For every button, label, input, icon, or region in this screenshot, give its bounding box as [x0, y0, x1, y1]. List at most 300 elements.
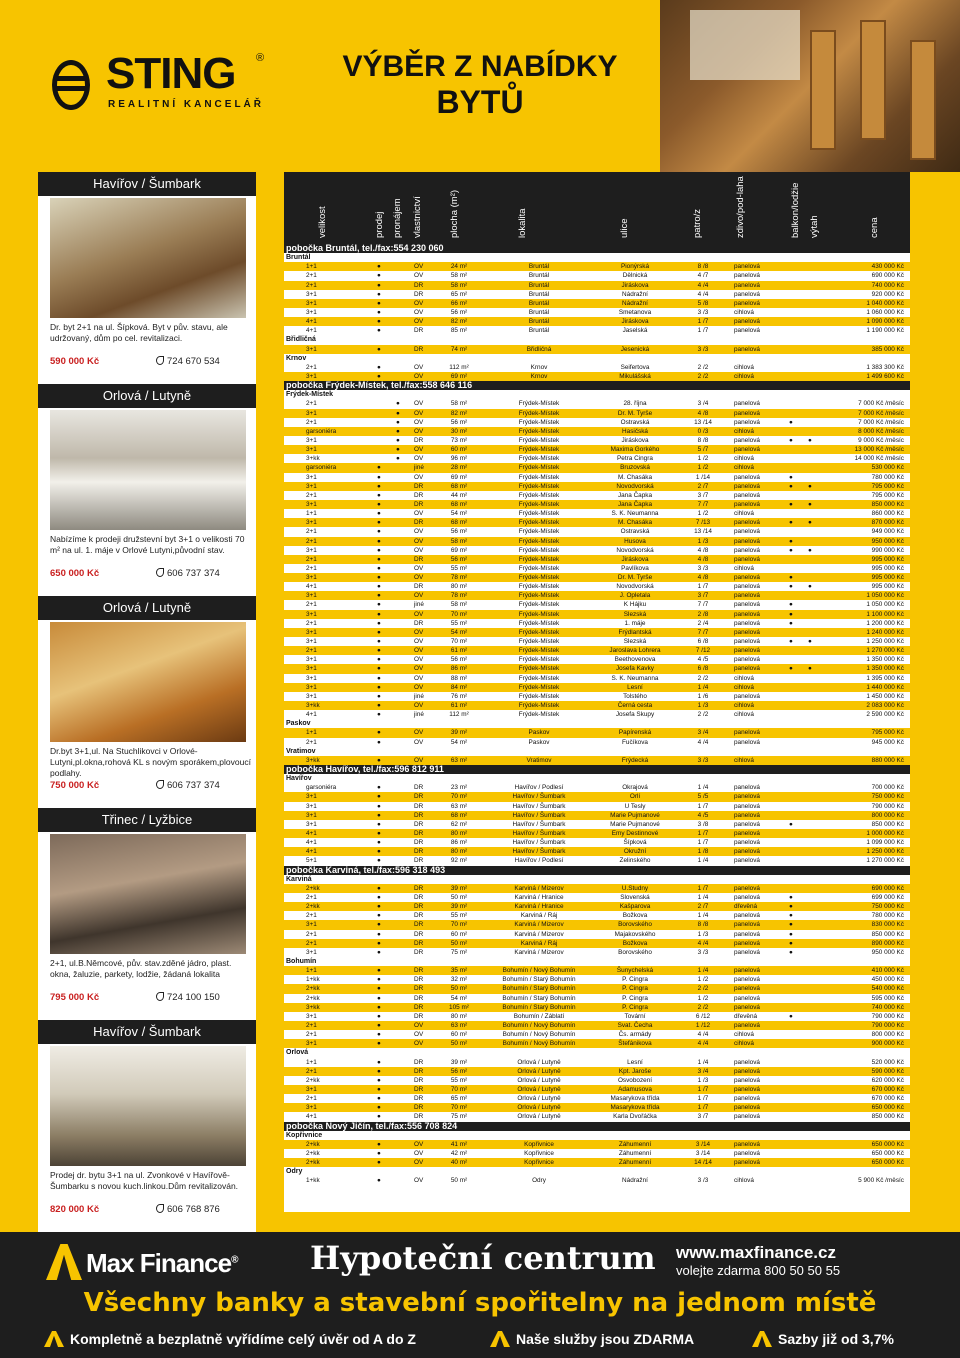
table-cell: 1+1	[306, 510, 317, 518]
table-cell: 995 000 Kč	[871, 555, 904, 563]
table-cell: 86 m²	[450, 839, 468, 847]
table-cell: 1 270 000 Kč	[866, 647, 904, 655]
table-cell: OV	[414, 272, 424, 280]
table-cell: OV	[414, 318, 424, 326]
card-title: Havířov / Šumbark	[38, 172, 256, 196]
table-row	[284, 473, 910, 482]
table-row	[284, 1085, 910, 1094]
table-row	[284, 738, 910, 747]
table-cell: Papírenská	[618, 729, 652, 737]
table-cell: panelová	[734, 638, 760, 646]
table-row	[284, 537, 910, 546]
table-cell: 76 m²	[450, 692, 468, 700]
table-cell: ●	[377, 574, 381, 582]
table-cell: 3+1	[306, 793, 317, 801]
table-cell: 3+1	[306, 692, 317, 700]
table-cell: 3 /3	[697, 1177, 709, 1185]
table-cell: 3 /3	[697, 308, 709, 316]
table-cell: 1 050 000 Kč	[866, 592, 904, 600]
table-cell: ●	[377, 647, 381, 655]
table-cell: panelová	[734, 857, 760, 865]
table-cell: 2+kk	[306, 1149, 320, 1157]
table-cell: panelová	[734, 528, 760, 536]
max-finance-logo[interactable]	[46, 1244, 266, 1284]
table-cell: 3 /7	[697, 491, 709, 499]
table-cell: ●	[377, 893, 381, 901]
table-row	[284, 628, 910, 637]
table-cell: 1 /6	[697, 692, 709, 700]
table-cell: 990 000 Kč	[871, 546, 904, 554]
table-cell: U Tesly	[624, 802, 646, 810]
table-cell: Nádražní	[622, 1177, 648, 1185]
table-cell: OV	[414, 592, 424, 600]
table-cell: 63 m²	[450, 756, 468, 764]
table-cell: 1 /8	[697, 848, 709, 856]
table-cell: panelová	[734, 793, 760, 801]
table-cell: 1 /7	[697, 884, 709, 892]
table-cell: 80 m²	[450, 1012, 468, 1020]
table-cell: ●	[377, 601, 381, 609]
table-cell: panelová	[734, 656, 760, 664]
table-cell: 68 m²	[450, 482, 468, 490]
phone-icon	[156, 568, 164, 577]
card-phone[interactable]	[156, 356, 220, 367]
table-cell: 1 000 000 Kč	[866, 830, 904, 837]
table-cell: 5 /5	[697, 793, 709, 801]
table-cell: 830 000 Kč	[871, 921, 904, 929]
table-row	[284, 1140, 910, 1149]
table-cell: 3+kk	[306, 702, 320, 710]
table-cell: 7 /7	[697, 628, 709, 636]
table-cell: ●	[789, 638, 793, 646]
table-cell: 1 190 000 Kč	[866, 327, 904, 335]
table-cell: DR	[414, 848, 424, 856]
card-description: Dr. byt 2+1 na ul. Šípková. Byt v pův. stavu, ale udržovaný, dům po cel. revitalizaci.	[50, 322, 228, 343]
table-cell: 2+1	[306, 1095, 317, 1103]
table-cell: 2+1	[306, 939, 317, 947]
table-row	[284, 902, 910, 911]
table-cell: Karviná / Ráj	[520, 912, 558, 920]
table-cell: 13 000 Kč /měsíc	[854, 446, 904, 454]
table-cell: 2+kk	[306, 1140, 320, 1148]
city-header	[284, 253, 910, 262]
featured-card[interactable]	[38, 384, 256, 596]
card-phone[interactable]	[156, 992, 220, 1003]
featured-card[interactable]	[38, 596, 256, 808]
table-cell: ●	[377, 564, 381, 572]
table-cell: panelová	[734, 912, 760, 920]
table-cell: 55 m²	[450, 619, 468, 627]
table-cell: OV	[414, 574, 424, 582]
table-cell: 13 /14	[694, 528, 712, 536]
table-cell: 995 000 Kč	[871, 574, 904, 582]
table-cell: jiné	[414, 601, 424, 609]
table-cell: ●	[377, 702, 381, 710]
table-cell: 2+1	[306, 363, 317, 371]
table-cell: Karviná / Mizerov	[514, 921, 564, 929]
table-cell: 750 000 Kč	[871, 903, 904, 911]
table-cell: ●	[789, 436, 793, 444]
table-cell: 62 m²	[450, 820, 468, 828]
table-cell: DR	[414, 1012, 424, 1020]
table-cell: panelová	[734, 830, 760, 837]
table-cell: DR	[414, 519, 424, 527]
table-cell: Frýdek-Místek	[518, 555, 560, 563]
table-cell: ●	[789, 930, 793, 938]
table-cell: OV	[414, 1149, 424, 1157]
table-cell: DR	[414, 830, 424, 837]
table-cell: 56 m²	[450, 308, 468, 316]
table-cell: K Hájku	[623, 601, 647, 609]
table-cell: 410 000 Kč	[871, 967, 904, 975]
table-cell: Karviná / Mizerov	[514, 930, 564, 938]
table-cell: panelová	[734, 820, 760, 828]
featured-card[interactable]	[38, 1020, 256, 1232]
logo-subtitle: REALITNÍ KANCELÁŘ	[108, 99, 264, 110]
table-cell: 3+1	[306, 802, 317, 810]
table-cell: Jaselská	[622, 327, 648, 335]
table-cell: 8 /8	[697, 263, 709, 271]
table-cell: ●	[808, 436, 812, 444]
table-cell: Bruntál	[528, 327, 550, 335]
section-label: pobočka Karviná, tel./fax:596 318 493	[286, 864, 446, 875]
table-cell: 650 000 Kč	[871, 1104, 904, 1112]
table-cell: ●	[377, 327, 381, 335]
table-cell: 1 /2	[697, 976, 709, 984]
title-line-1: VÝBĚR Z NABÍDKY	[342, 50, 618, 83]
table-cell: 14 000 Kč /měsíc	[854, 455, 904, 463]
footer-slogan: Všechny banky a stavební spořitelny na jednom místě	[83, 1288, 877, 1318]
card-description: Nabízíme k prodeji družstevní byt 3+1 o velikosti 70 m² na ul. 1. máje v Orlové Lutyni,původní stav.	[50, 534, 245, 555]
table-cell: ●	[377, 921, 381, 929]
column-header: ulice	[619, 218, 630, 238]
table-cell: Havířov / Šumbark	[512, 802, 566, 810]
table-cell: panelová	[734, 1149, 760, 1157]
table-cell: ●	[789, 418, 793, 426]
table-cell: ●	[377, 820, 381, 828]
table-cell: Frýdek-Místek	[518, 519, 560, 527]
table-cell: Bruntál	[528, 263, 550, 271]
table-cell: 9 000 Kč /měsíc	[858, 436, 904, 444]
card-phone[interactable]	[156, 1204, 220, 1215]
table-cell: 4 /4	[697, 939, 709, 947]
card-photo	[50, 622, 246, 742]
header	[0, 0, 960, 172]
table-cell: 2 /4	[697, 619, 709, 627]
table-row	[284, 728, 910, 737]
table-cell: 58 m²	[450, 601, 468, 609]
table-cell: OV	[414, 400, 424, 408]
table-cell: 1 /7	[697, 1095, 709, 1103]
table-cell: ●	[377, 464, 381, 472]
table-cell: 70 m²	[450, 1085, 468, 1093]
table-cell: 50 m²	[450, 1177, 468, 1185]
table-cell: M. Chasáka	[617, 519, 653, 527]
table-cell: 69 m²	[450, 546, 468, 554]
table-cell: panelová	[734, 921, 760, 929]
table-cell: DR	[414, 583, 424, 591]
table-cell: cihlová	[734, 1177, 754, 1185]
table-cell: DR	[414, 1104, 424, 1112]
table-cell: ●	[808, 482, 812, 490]
table-cell: 1 499 600 Kč	[866, 372, 904, 380]
table-cell: Černá cesta	[617, 702, 653, 710]
table-cell: 24 m²	[450, 263, 468, 271]
table-cell: DR	[414, 967, 424, 975]
table-cell: ●	[789, 574, 793, 582]
table-cell: DR	[414, 500, 424, 508]
table-cell: 28. října	[623, 400, 647, 408]
table-cell: 3+1	[306, 1012, 317, 1020]
table-cell: Masarykova třída	[610, 1104, 660, 1112]
table-cell: 790 000 Kč	[871, 1012, 904, 1020]
table-cell: 795 000 Kč	[871, 729, 904, 737]
table-cell: Bruntál	[528, 299, 550, 307]
table-cell: ●	[789, 948, 793, 956]
table-cell: Frýdek-Místek	[518, 537, 560, 545]
table-cell: 1 200 000 Kč	[866, 619, 904, 627]
table-cell: panelová	[734, 345, 760, 353]
table-cell: panelová	[734, 583, 760, 591]
table-cell: 56 m²	[450, 656, 468, 664]
table-cell: 590 000 Kč	[871, 1067, 904, 1075]
table-row	[284, 418, 910, 427]
table-cell: 2 /2	[697, 1003, 709, 1011]
table-cell: cihlová	[734, 455, 754, 463]
phone-icon	[156, 780, 164, 789]
table-cell: 3 /8	[697, 820, 709, 828]
table-cell: 3 /4	[697, 1067, 709, 1075]
table-cell: 699 000 Kč	[871, 893, 904, 901]
table-cell: 385 000 Kč	[871, 345, 904, 353]
table-cell: Havířov / Šumbark	[512, 848, 566, 856]
table-cell: Frýdek-Místek	[518, 500, 560, 508]
table-cell: 850 000 Kč	[871, 820, 904, 828]
featured-card[interactable]	[38, 808, 256, 1020]
table-cell: panelová	[734, 1021, 760, 1029]
table-cell: Havířov / Šumbark	[512, 820, 566, 828]
table-row	[284, 939, 910, 948]
table-cell: Marie Pujmanové	[610, 820, 660, 828]
table-cell: 1+kk	[306, 1177, 320, 1185]
table-cell: 1 050 000 Kč	[866, 601, 904, 609]
table-cell: 1 /3	[697, 1076, 709, 1084]
bullet-mark-icon	[490, 1331, 510, 1347]
table-cell: 2+kk	[306, 903, 320, 911]
table-cell: DR	[414, 1067, 424, 1075]
table-cell: 50 m²	[450, 1040, 468, 1048]
table-cell: Záhumenní	[618, 1149, 652, 1157]
table-cell: Bohumín / Nový Bohumín	[502, 1031, 576, 1039]
table-cell: ●	[377, 884, 381, 892]
table-cell: ●	[377, 692, 381, 700]
table-cell: panelová	[734, 555, 760, 563]
branch-header	[284, 866, 910, 875]
table-cell: 3+1	[306, 1040, 317, 1048]
footer-website[interactable]: www.maxfinance.cz	[676, 1243, 836, 1262]
table-cell: panelová	[734, 400, 760, 408]
card-phone[interactable]	[156, 780, 220, 791]
table-cell: ●	[377, 473, 381, 481]
city-header	[284, 354, 910, 363]
table-cell: panelová	[734, 1095, 760, 1103]
table-cell: 650 000 Kč	[871, 1149, 904, 1157]
table-cell: Josefa Kavky	[615, 665, 654, 673]
table-cell: Okrajová	[622, 784, 648, 792]
table-cell: ●	[789, 893, 793, 901]
table-cell: 1+1	[306, 729, 317, 737]
branch-header	[284, 244, 910, 253]
table-cell: Orlová / Lutyně	[517, 1104, 561, 1112]
table-cell: 112 m²	[449, 711, 469, 719]
table-cell: DR	[414, 976, 424, 984]
card-photo	[50, 1046, 246, 1166]
table-cell: OV	[414, 665, 424, 673]
table-cell: 4+1	[306, 583, 317, 591]
table-cell: panelová	[734, 1076, 760, 1084]
section-label: Bohumín	[286, 957, 317, 965]
table-cell: 4 /7	[697, 272, 709, 280]
table-cell: Frýdek-Místek	[518, 400, 560, 408]
table-cell: 3 /3	[697, 345, 709, 353]
table-cell: ●	[377, 1177, 381, 1185]
table-cell: ●	[377, 1058, 381, 1066]
table-cell: 1 099 000 Kč	[866, 839, 904, 847]
table-cell: Karviná / Mizerov	[514, 884, 564, 892]
table-cell: ●	[377, 985, 381, 993]
table-cell: Jiráskova	[621, 555, 649, 563]
table-cell: 2+1	[306, 418, 317, 426]
table-cell: 2 /2	[697, 363, 709, 371]
table-cell: cihlová	[734, 427, 754, 435]
table-cell: OV	[414, 638, 424, 646]
table-cell: 2+1	[306, 912, 317, 920]
card-phone-number: 606 737 374	[167, 568, 220, 579]
section-label: Karviná	[286, 875, 312, 883]
table-cell: 1 250 000 Kč	[866, 638, 904, 646]
table-cell: cihlová	[734, 711, 754, 719]
table-cell: ●	[377, 1140, 381, 1148]
table-cell: 1 /3	[697, 930, 709, 938]
table-cell: ●	[377, 976, 381, 984]
table-row	[284, 518, 910, 527]
table-cell: Havířov / Podlesí	[514, 857, 564, 865]
table-cell: 2 /7	[697, 482, 709, 490]
card-phone-number: 606 768 876	[167, 1204, 220, 1215]
table-cell: 92 m²	[450, 857, 468, 865]
table-cell: panelová	[734, 1159, 760, 1167]
table-row	[284, 363, 910, 372]
table-cell: OV	[414, 683, 424, 691]
table-cell: 1 /2	[697, 510, 709, 518]
table-row	[284, 1012, 910, 1021]
table-cell: 2+kk	[306, 985, 320, 993]
table-cell: 520 000 Kč	[871, 1058, 904, 1066]
table-cell: ●	[377, 738, 381, 746]
table-cell: 2+1	[306, 528, 317, 536]
table-cell: 6 /8	[697, 638, 709, 646]
table-cell: ●	[789, 537, 793, 545]
table-cell: Frýdek-Místek	[518, 473, 560, 481]
table-cell: 3+1	[306, 473, 317, 481]
table-cell: 84 m²	[450, 683, 468, 691]
table-cell: ●	[377, 811, 381, 819]
table-cell: ●	[377, 308, 381, 316]
table-cell: Frýdek-Místek	[518, 436, 560, 444]
table-cell: 2+1	[306, 601, 317, 609]
table-cell: ●	[377, 583, 381, 591]
table-cell: 3+kk	[306, 756, 320, 764]
table-cell: 56 m²	[450, 528, 468, 536]
table-cell: 3+1	[306, 656, 317, 664]
table-cell: Frýdek-Místek	[518, 455, 560, 463]
table-row	[284, 317, 910, 326]
table-cell: DR	[414, 939, 424, 947]
table-row	[284, 1058, 910, 1067]
table-cell: OV	[414, 418, 424, 426]
table-cell: 870 000 Kč	[871, 519, 904, 527]
table-cell: S. K. Neumanna	[611, 510, 659, 518]
table-cell: 1 /4	[697, 784, 709, 792]
table-cell: 2+1	[306, 893, 317, 901]
table-cell: Frýdek-Místek	[518, 702, 560, 710]
table-cell: 42 m²	[450, 1149, 468, 1157]
table-cell: 40 m²	[450, 1159, 468, 1167]
table-cell: 3+1	[306, 290, 317, 298]
table-cell: 1 450 000 Kč	[866, 692, 904, 700]
table-cell: Bruntál	[528, 281, 550, 289]
table-cell: 3+1	[306, 299, 317, 307]
featured-card[interactable]	[38, 172, 256, 384]
table-cell: Beethovenova	[614, 656, 656, 664]
table-cell: cihlová	[734, 1031, 754, 1039]
table-cell: 1 /4	[697, 683, 709, 691]
table-cell: panelová	[734, 546, 760, 554]
table-cell: Odry	[532, 1177, 546, 1185]
table-cell: cihlová	[734, 674, 754, 682]
table-cell: 13 /14	[694, 418, 712, 426]
table-cell: 70 m²	[450, 638, 468, 646]
table-cell: 945 000 Kč	[871, 738, 904, 746]
table-cell: 1 /7	[697, 1085, 709, 1093]
table-cell: Orlová / Lutyně	[517, 1113, 561, 1121]
table-cell: 900 000 Kč	[871, 1040, 904, 1048]
phone-icon	[156, 1204, 164, 1213]
table-cell: Frýdek-Místek	[518, 546, 560, 554]
table-cell: ●	[377, 1003, 381, 1011]
card-phone[interactable]	[156, 568, 220, 579]
table-cell: 1 /12	[695, 1021, 711, 1029]
table-row	[284, 500, 910, 509]
table-cell: OV	[414, 656, 424, 664]
table-cell: 8 000 Kč /měsíc	[858, 427, 904, 435]
table-cell: Seifertova	[620, 363, 650, 371]
column-header: balkon/lodžie	[790, 182, 801, 238]
table-cell: ●	[377, 628, 381, 636]
city-header	[284, 719, 910, 728]
sting-logo[interactable]	[44, 49, 265, 122]
table-cell: Bohumín / Záblatí	[513, 1012, 565, 1020]
table-cell: OV	[414, 1177, 424, 1185]
table-cell: ●	[396, 446, 400, 454]
table-cell: 70 m²	[450, 1104, 468, 1112]
table-cell: 1 240 000 Kč	[866, 628, 904, 636]
table-cell: 3 /3	[697, 756, 709, 764]
table-cell: 4 /5	[697, 656, 709, 664]
table-cell: 2+kk	[306, 994, 320, 1002]
table-cell: 1 /4	[697, 967, 709, 975]
footer-brand: Max Finance	[86, 1248, 232, 1278]
